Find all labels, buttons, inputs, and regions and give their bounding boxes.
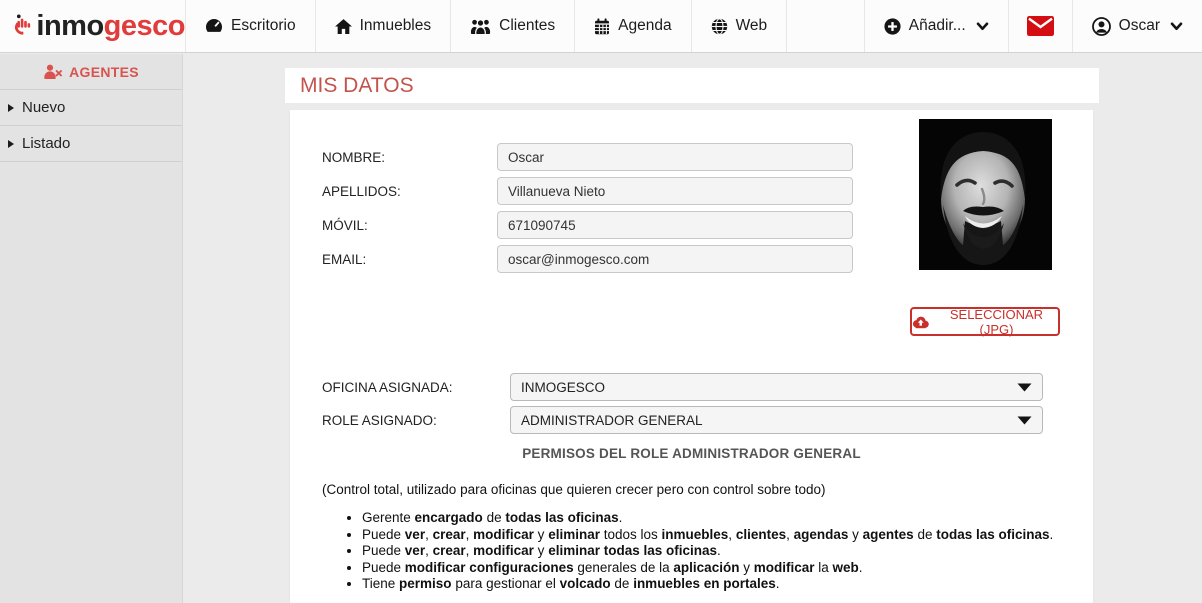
email-input[interactable]: [497, 245, 853, 273]
upload-button-label: SELECCIONAR (JPG): [949, 306, 1044, 337]
page-title-bar: [285, 68, 1099, 103]
caret-down-icon: [1017, 383, 1032, 392]
home-icon: [335, 19, 352, 34]
sidebar-item-nuevo[interactable]: [0, 90, 182, 126]
upload-photo-button[interactable]: [910, 307, 1060, 336]
permission-item: • Puede ver, crear, modificar y eliminar todas las oficinas.: [362, 543, 1060, 560]
permissions-list: [290, 510, 1060, 593]
sidebar: [0, 54, 183, 603]
sidebar-section-title: AGENTES: [69, 63, 139, 80]
calendar-icon: [594, 18, 610, 35]
logo[interactable]: [0, 0, 186, 52]
select-row-role: [322, 406, 1043, 434]
select-value: INMOGESCO: [521, 379, 606, 395]
nav-item-escritorio[interactable]: [186, 0, 316, 52]
movil-label: MÓVIL:: [322, 217, 368, 233]
chevron-down-icon: [1170, 22, 1183, 31]
user-circle-icon: [1092, 17, 1111, 36]
permission-item: • Tiene permiso para gestionar el volcado de inmuebles en portales.: [362, 576, 1060, 593]
caret-right-icon: [8, 104, 14, 112]
sidebar-item-listado[interactable]: [0, 126, 182, 162]
plus-circle-icon: [884, 18, 901, 35]
navbar-right: [864, 0, 1202, 52]
sidebar-section-agentes: [0, 54, 182, 90]
caret-down-icon: [1017, 416, 1032, 425]
apellidos-input[interactable]: [497, 177, 853, 205]
permission-item: • Gerente encargado de todas las oficinas.: [362, 510, 1060, 527]
user-x-icon: [43, 64, 63, 79]
select-row-oficina: [322, 373, 1043, 401]
chevron-down-icon: [976, 22, 989, 31]
nav-label: Oscar: [1118, 17, 1160, 34]
nav-messages[interactable]: [1008, 0, 1072, 52]
form-row-nombre: [322, 143, 853, 171]
globe-icon: [711, 18, 728, 35]
navbar-spacer: [787, 0, 864, 52]
profile-panel: [290, 110, 1093, 603]
apellidos-label: APELLIDOS:: [322, 183, 401, 199]
movil-input[interactable]: [497, 211, 853, 239]
form-row-apellidos: [322, 177, 853, 205]
oficina-label: OFICINA ASIGNADA:: [322, 379, 453, 395]
envelope-icon: [1027, 16, 1054, 36]
role-label: ROLE ASIGNADO:: [322, 412, 437, 428]
nav-label: Inmuebles: [359, 17, 432, 34]
nav-label: Agenda: [618, 17, 672, 34]
permissions-subtitle: (Control total, utilizado para oficinas que quieren crecer pero con control sobre todo): [322, 482, 826, 497]
nav-item-clientes[interactable]: [451, 0, 575, 52]
nav-label: Añadir...: [908, 17, 966, 34]
profile-photo: [919, 119, 1052, 270]
nav-user-menu[interactable]: [1072, 0, 1202, 52]
permissions-heading: PERMISOS DEL ROLE ADMINISTRADOR GENERAL: [522, 446, 861, 461]
nav-add-menu[interactable]: [864, 0, 1008, 52]
nav-label: Escritorio: [231, 17, 296, 34]
nombre-input[interactable]: [497, 143, 853, 171]
users-icon: [470, 18, 491, 34]
select-value: ADMINISTRADOR GENERAL: [521, 412, 703, 428]
nav-label: Clientes: [499, 17, 556, 34]
role-asignado-select[interactable]: [510, 406, 1043, 434]
nav-item-inmuebles[interactable]: [316, 0, 452, 52]
permission-item: • Puede modificar configuraciones generales de la aplicación y modificar la web.: [362, 560, 1060, 577]
nombre-label: NOMBRE:: [322, 149, 386, 165]
nav-item-agenda[interactable]: [575, 0, 691, 52]
oficina-asignada-select[interactable]: [510, 373, 1043, 401]
nav-item-web[interactable]: [692, 0, 788, 52]
form-row-email: [322, 245, 853, 273]
sidebar-item-label: Listado: [22, 135, 71, 152]
form-row-movil: [322, 211, 853, 239]
sidebar-item-label: Nuevo: [22, 99, 66, 116]
top-navbar: [0, 0, 1202, 53]
logo-icon: [12, 4, 32, 48]
dashboard-icon: [205, 18, 223, 34]
cloud-upload-icon: [912, 315, 929, 329]
logo-text: inmogesco: [36, 9, 185, 42]
permission-item: • Puede ver, crear, modificar y eliminar todos los inmuebles, clientes, agendas y agentes de todas las oficinas.: [362, 527, 1060, 544]
email-label: EMAIL:: [322, 251, 367, 267]
nav-label: Web: [735, 17, 768, 34]
page-title: MIS DATOS: [300, 74, 414, 97]
caret-right-icon: [8, 140, 14, 148]
